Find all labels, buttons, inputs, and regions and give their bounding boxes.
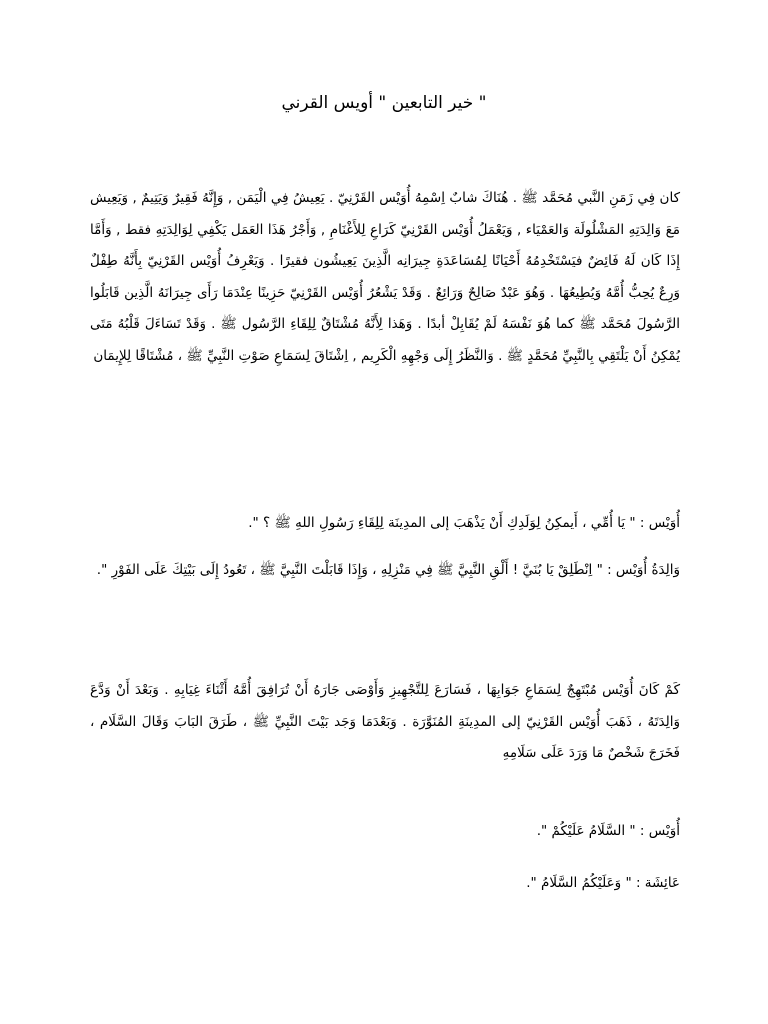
dialogue-line-4: عَائِشَة : " وَعَلَيْكُمُ السَّلَامُ ".	[526, 875, 680, 891]
dialogue-line-1: أُوَيْس : " يَا أُمِّي ، أَيمكِنُ لِوَلَدِكِ أَنْ يَذْهَبَ إلى المدِينَة لِلِقَاءِ رَسُولِ اللهِ ﷺ ؟ ".	[248, 515, 680, 531]
document-title: " خير التابعين " أويس القرني	[281, 93, 487, 113]
story-paragraph-2: كَمْ كَانَ أُوَيْس مُبْتَهِجٌ لِسَمَاعِ جَوَابِهَا ، فَسَارَعَ لِلتَّجْهِيزِ وَأَوْصَى جَارَهُ أَنْ تُرَافِقَ أُمَّهُ أَثْنَاءَ غِيَابِهِ . وَبَعْدَ أَنْ وَدَّعَ وَالِدَتَهُ ، ذَهَبَ أُوَيْس القَرْنِيّ إلى المدِينَةِ المُنَوَّرَة . وَبَعْدَمَا وَجَد بَيْتَ النَّبِيِّ ﷺ ، طَرَقَ البَابَ وَقَالَ السَّلَام ، فَخَرَجَ شَخْصٌ مَا وَرَدَ عَلَى سَلَامِهِ	[90, 682, 680, 761]
dialogue-line-2: وَالِدَةُ أُوَيْس : " اِنْطَلِقْ يَا بُنَيَّ ! أَلْقِ النَّبِيَّ ﷺ فِي مَنْزِلِهِ ، وَإِذَا قَابَلْتَ النَّبِيَّ ﷺ ، تَعُودُ إِلَى بَيْتِكَ عَلَى الفَوْرِ ".	[96, 562, 680, 578]
story-paragraph-1: كان فِي زَمَنِ النَّبي مُحَمَّد ﷺ . هُنَاكَ شابٌ اِسْمِهُ أُوَيْس القَرْنِيّ . يَعِيشُ فِي الْيَمَن , وَإِنَّهُ فَقِيرٌ وَيَتِيمٌ , وَيَعِيش مَعَ وَالِدَتِهِ المَشْلُولَة وَالعَمْيَاء , وَيَعْمَلُ أُوَيْس القَرْنِيّ كَرَاعِ لِلأَغْنَامِ , وَأَجْرُ هَذَا العَمَل يَكْفِي لِوَالِدَتِهِ فقط , وَأَمَّا إِذَا كَان لَهُ فَائِضٌ فيَسْتَخْدِمُهُ أَحْيَانًا لِمُسَاعَدَةِ جِيرَانِه الَّذِينَ يَعِيشُون فقيرًا . وَيَعْرِفُ أُوَيْس القَرْنِيّ بِأَنَّهُ طِفْلٌ وَرِعٌ يُحِبُّ أُمَّهُ وَيُطِيعُهَا . وَهُوَ عَبْدٌ صَالِحٌ وَرَائِعٌ . وَقَدْ يَشْعُرُ أُوَيْس القَرْنِيّ حَزِينًا عِنْدَمَا رَأَى جِيرَانَهُ الَّذِين قَابَلُوا الرَّسُولَ مُحَمَّد ﷺ كما هُوَ نَفْسَهُ لَمْ يُقَابِلْ أبدًا . وَهَذا لِأَنَّهُ مُشْتَاقٌ لِلِقَاءِ الرَّسُول ﷺ . وَقَدْ تَسَاءَلَ قَلْبُهُ مَتَى يُمْكِنُ أَنْ يَلْتَقِي بِالنَّبِيِّ مُحَمَّدٍ ﷺ . وَالنَّظَرُ إِلَى وَجْهِهِ الْكَرِيم , اِشْتَاقَ لِسَمَاعِ صَوْتِ النَّبِيِّ ﷺ ، مُشْتَاقًا لِلإِيمَان	[90, 190, 680, 364]
dialogue-line-3: أُوَيْس : " السَّلَامُ عَلَيْكُمْ ".	[536, 823, 680, 839]
